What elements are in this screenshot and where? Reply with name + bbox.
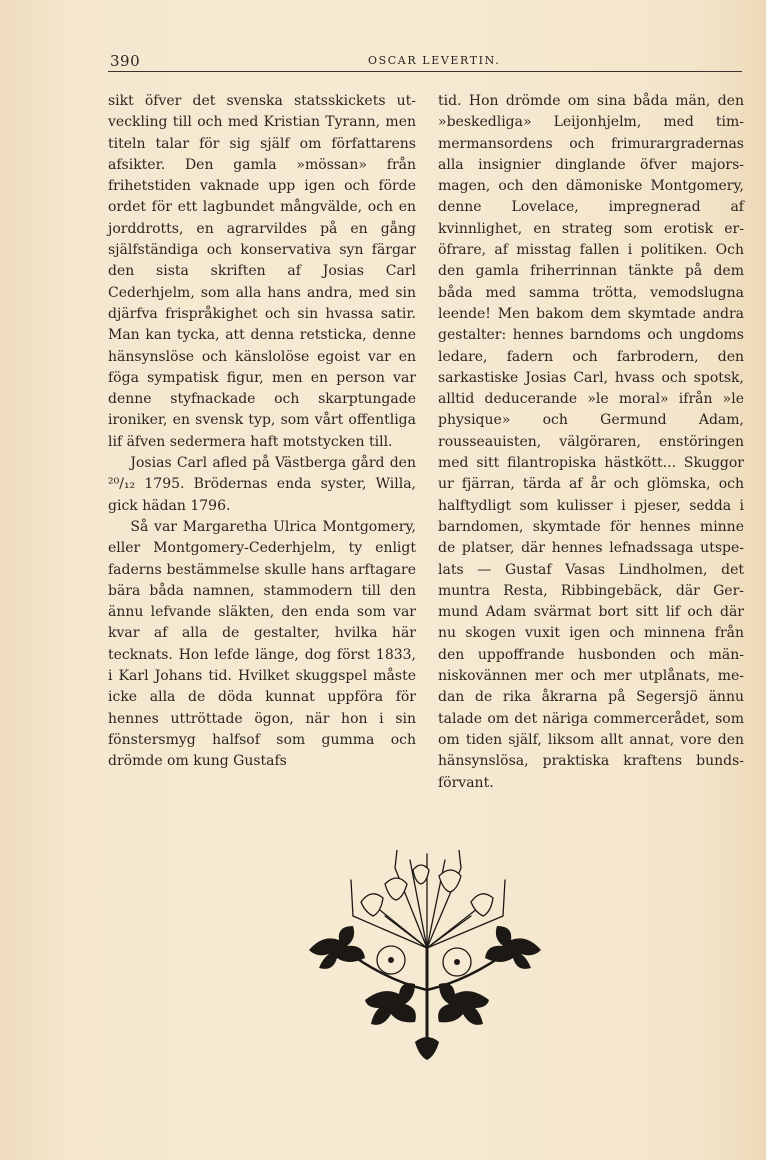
running-title: OSCAR LEVERTIN. [368, 54, 501, 67]
paragraph: Josias Carl afled på Västberga gård den ²⁰/₁₂ 1795. Brödernas enda syster, Willa, gick hädan 1796. [108, 455, 416, 514]
left-column [108, 91, 416, 773]
floral-ornament-icon [305, 850, 545, 1065]
paragraph: tid. Hon drömde om sina båda män, den »beskedliga» Leijonhjelm, med timmermansordens och frimurargradernas alla insignier dinglande öfver majorsmagen, och den dämoniske Montgomery, denne Lovelace, impregnerad af kvinnlighet, en strateg som erotisk eröfrare, af misstag fallen i politiken. Och den gamla friherrinnan tänkte på dem båda med samma trötta, vemodslugna leende! Men bakom dem skymtade andra gestalter: hennes barndoms och ungdoms ledare, fadern och farbrodern, den sarkastiske Josias Carl, hvass och spotsk, alltid deducerande »le moral» ifrån »le physique» och Germund Adam, rousseauisten, välgöraren, enstöringen med sitt filantropiska hästkött... Skuggor ur fjärran, tärda af år och glömska, och halftydligt som kulisser i pjeser, sedda i barndomen, skymtade för hennes minne de platser, där hennes lefnadssaga utspelats — Gustaf Vasas Lindholmen, det muntra Resta, Ribbingebäck, där Germund Adam svärmat bort sitt lif och där nu skogen vuxit igen och minnena från den uppoffrande husbonden och människovännen mer och mer utplånats, medan de rika åkrarna på Segersjö ännu talade om det näriga commercerådet, som om tiden själf, liksom allt annat, vore den hänsynslösa, praktiska kraftens bundsförvant. [438, 93, 744, 791]
paragraph: sikt öfver det svenska statsskickets utveckling till och med Kristian Tyrann, men titeln talar för sig själf om författarens afsikter. Den gamla »mössan» från frihetstiden vaknade upp igen och förde ordet för ett lagbundet mångvälde, och en jorddrotts, en agrarvildes på en gång själfständiga och konservativa syn färgar den sista skriften af Josias Carl Cederhjelm, som alla hans andra, med sin djärfva frispråkighet och sin hvassa satir. Man kan tycka, att denna retsticka, denne hänsynslöse och känslolöse egoist var en föga sympatisk figur, men en person var denne styfnackade och skarptungade ironiker, en svensk typ, som vårt offentliga lif äfven sedermera haft motstycken till. [108, 93, 416, 450]
paragraph: Så var Margaretha Ulrica Montgomery, eller Montgomery-Cederhjelm, ty enligt faderns bestämmelse skulle hans arftagare bära båda namnen, stammodern till den ännu lefvande släkten, den enda som var kvar af alla de gestalter, hvilka här tecknats. Hon lefde länge, dog först 1833, i Karl Johans tid. Hvilket skuggspel måste icke alla de döda kunnat uppföra för hennes uttröttade ögon, när hon i sin fönstersmyg halfsof som gumma och drömde om kung Gustafs [108, 518, 416, 770]
right-column [438, 91, 744, 794]
page-header [108, 52, 744, 72]
header-rule [108, 71, 742, 72]
page-number: 390 [110, 52, 141, 70]
